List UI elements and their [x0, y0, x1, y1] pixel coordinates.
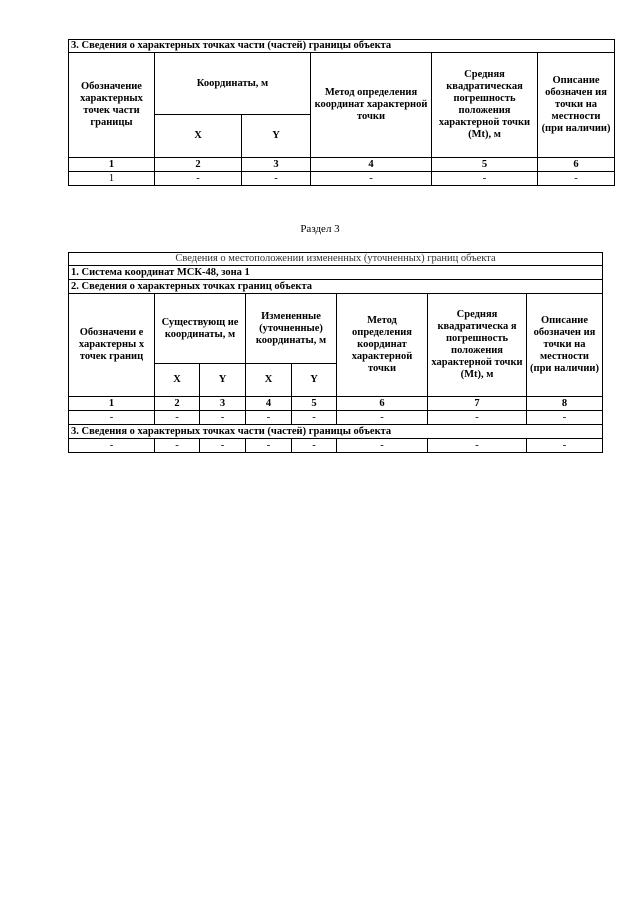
changed-boundaries-table [68, 252, 603, 453]
cell: - [155, 172, 242, 186]
col-error-header: Средняя квадратическа я погрешность положения характерной точки (Mt), м [428, 294, 527, 397]
col-num: 1 [69, 158, 155, 172]
cell: - [428, 439, 527, 453]
column-numbers-row [69, 158, 615, 172]
col-y-header: Y [242, 115, 311, 158]
cell: - [246, 411, 292, 425]
cell: - [337, 411, 428, 425]
col-point-header: Обозначени е характерны х точек границ [69, 294, 155, 397]
cell: - [246, 439, 292, 453]
cell: - [538, 172, 615, 186]
col-num: 5 [432, 158, 538, 172]
coord-system-line: 1. Система координат МСК-48, зона 1 [69, 266, 603, 280]
col-num: 3 [242, 158, 311, 172]
cell: - [69, 439, 155, 453]
cell: - [292, 411, 337, 425]
col-desc-header: Описание обозначен ия точки на местности (при наличии) [538, 53, 615, 158]
cell: - [527, 439, 603, 453]
col-num: 2 [155, 397, 200, 411]
cell: - [527, 411, 603, 425]
col-num: 2 [155, 158, 242, 172]
col-num: 5 [292, 397, 337, 411]
table1-title: 3. Сведения о характерных точках части (частей) границы объекта [69, 40, 615, 53]
points-info-line: 2. Сведения о характерных точках границ объекта [69, 280, 603, 294]
col-x-header: X [246, 364, 292, 397]
cell: - [155, 439, 200, 453]
col-num: 4 [311, 158, 432, 172]
col-method-header: Метод определения координат характерной точки [311, 53, 432, 158]
table-row [69, 439, 603, 453]
table-row [69, 411, 603, 425]
cell: - [311, 172, 432, 186]
section-title: Раздел 3 [300, 223, 340, 235]
col-num: 6 [337, 397, 428, 411]
cell: 1 [69, 172, 155, 186]
col-num: 8 [527, 397, 603, 411]
col-method-header: Метод определения координат характерной точки [337, 294, 428, 397]
col-num: 3 [200, 397, 246, 411]
col-y-header: Y [200, 364, 246, 397]
col-desc-header: Описание обозначен ия точки на местности (при наличии) [527, 294, 603, 397]
col-y-header: Y [292, 364, 337, 397]
col-existing-coords-header: Существующ ие координаты, м [155, 294, 246, 364]
col-num: 7 [428, 397, 527, 411]
cell: - [155, 411, 200, 425]
cell: - [432, 172, 538, 186]
col-num: 1 [69, 397, 155, 411]
cell: - [69, 411, 155, 425]
col-error-header: Средняя квадратическая погрешность положения характерной точки (Mt), м [432, 53, 538, 158]
col-coords-header: Координаты, м [155, 53, 311, 115]
column-numbers-row [69, 397, 603, 411]
cell: - [337, 439, 428, 453]
parts-points-table [68, 39, 615, 186]
col-x-header: X [155, 115, 242, 158]
cell: - [200, 411, 246, 425]
col-changed-coords-header: Измененные (уточненные) координаты, м [246, 294, 337, 364]
parts-points-line: 3. Сведения о характерных точках части (частей) границы объекта [69, 425, 603, 439]
cell: - [242, 172, 311, 186]
cell: - [428, 411, 527, 425]
col-num: 6 [538, 158, 615, 172]
cell: - [200, 439, 246, 453]
col-num: 4 [246, 397, 292, 411]
col-point-header: Обозначение характерных точек части границы [69, 53, 155, 158]
table2-header: Сведения о местоположении измененных (уточненных) границ объекта [69, 253, 603, 266]
cell: - [292, 439, 337, 453]
col-x-header: X [155, 364, 200, 397]
table-row [69, 172, 615, 186]
